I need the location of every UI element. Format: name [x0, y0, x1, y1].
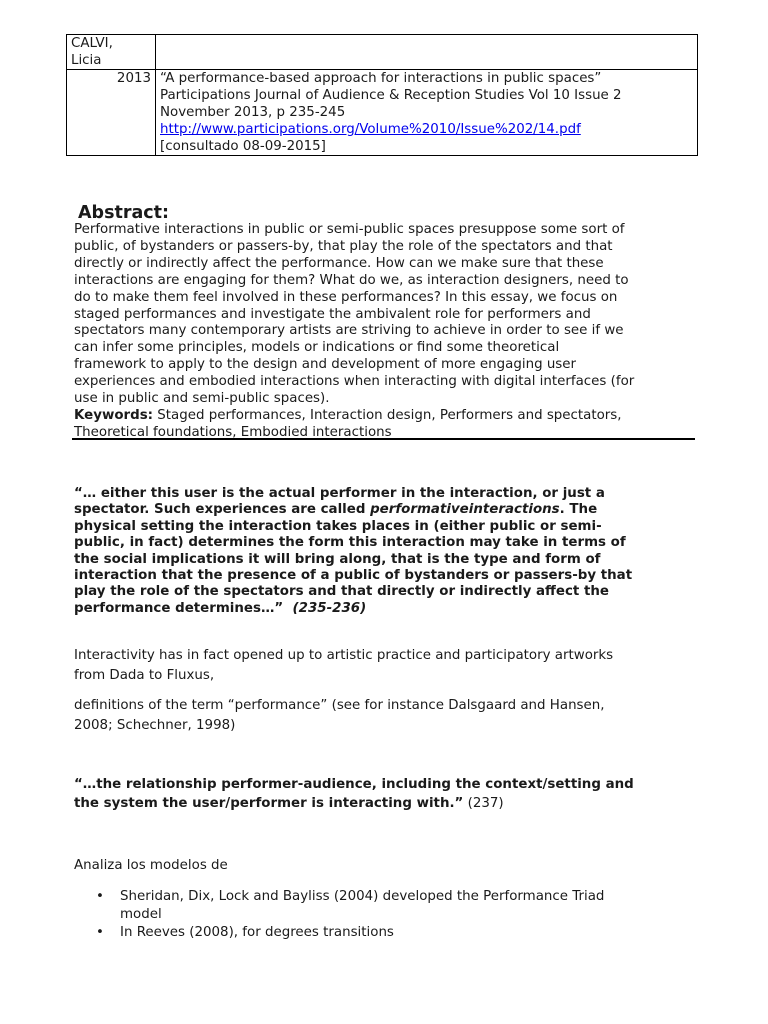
abstract-heading: Abstract:	[78, 203, 170, 223]
block-quote	[74, 486, 714, 617]
section-divider	[72, 438, 695, 440]
list-item	[96, 924, 604, 942]
list-item-text: model	[120, 907, 162, 922]
abstract-line: public, of bystanders or passers-by, that play the role of the spectators and that	[74, 238, 613, 254]
abstract-line: spectators many contemporary artists are striving to achieve in order to see if we	[74, 323, 624, 339]
paragraph-definitions	[74, 696, 714, 736]
abstract-line: Performative interactions in public or semi-public spaces presuppose some sort of	[74, 222, 625, 237]
quote-pages: (235-236)	[292, 600, 367, 616]
author-firstname: Licia	[71, 53, 102, 68]
abstract-line: experiences and embodied interactions when interacting with digital interfaces (for	[74, 374, 635, 390]
keywords-label: Keywords:	[74, 407, 154, 423]
quote-line	[74, 795, 724, 814]
publication-year: 2013	[116, 71, 151, 86]
citation-title: “A performance-based approach for interactions in public spaces”	[160, 71, 602, 86]
empty-cell	[156, 35, 698, 70]
list-item-text: In Reeves (2008), for degrees transitions	[120, 925, 394, 940]
reference-author-row	[67, 35, 698, 70]
quote-line: “… either this user is the actual performer in the interaction, or just a	[74, 486, 605, 501]
quote-line	[74, 601, 714, 617]
abstract-line: framework to apply to the design and development of more engaging user	[74, 357, 577, 373]
quote-line	[74, 502, 714, 518]
quote-text: “…the relationship performer-audience, including the context/setting and	[74, 777, 634, 792]
abstract-body	[74, 222, 704, 442]
citation-journal: Participations Journal of Audience & Reception Studies Vol 10 Issue 2	[160, 88, 622, 103]
quote-text: spectator. Such experiences are called	[74, 502, 371, 518]
quote-text: . The	[559, 502, 598, 518]
citation-cell	[156, 70, 698, 156]
bullet-icon: •	[96, 889, 104, 904]
quote-pages: (237)	[463, 795, 504, 811]
abstract-line: staged performances and investigate the ambivalent role for performers and	[74, 306, 591, 322]
quote-line: play the role of the spectators and that directly or indirectly affect the	[74, 584, 609, 600]
citation-date-pages: November 2013, p 235-245	[160, 105, 346, 120]
quote-line: the social implications it will bring along, that is the type and form of	[74, 551, 601, 567]
list-item	[96, 888, 604, 924]
bullet-icon: •	[96, 925, 104, 940]
abstract-line: do to make them feel involved in these performances? In this essay, we focus on	[74, 289, 618, 305]
paragraph-line: from Dada to Fluxus,	[74, 668, 215, 683]
quote-line	[74, 776, 724, 795]
paragraph-interactivity	[74, 646, 714, 686]
citation-consulted: [consultado 08-09-2015]	[160, 139, 326, 154]
models-list	[96, 888, 604, 942]
abstract-line: directly or indirectly affect the performance. How can we make sure that these	[74, 255, 604, 271]
list-item-text: Sheridan, Dix, Lock and Bayliss (2004) developed the Performance Triad	[120, 889, 605, 904]
quote-text: performance determines…”	[74, 600, 284, 616]
author-name: CALVI,	[71, 36, 113, 51]
paragraph-line: definitions of the term “performance” (see for instance Dalsgaard and Hansen,	[74, 698, 605, 713]
paragraph-line: Analiza los modelos de	[74, 858, 228, 873]
reference-table	[66, 34, 698, 156]
paragraph-models	[74, 856, 714, 876]
reference-citation-row	[67, 70, 698, 156]
paragraph-line: Interactivity has in fact opened up to artistic practice and participatory artworks	[74, 648, 614, 663]
quote-text: the system the user/performer is interacting with.”	[74, 795, 464, 811]
abstract-line: can infer some principles, models or indications or find some theoretical	[74, 340, 560, 356]
abstract-line: interactions are engaging for them? What do we, as interaction designers, need to	[74, 272, 629, 288]
abstract-line: use in public and semi-public spaces).	[74, 391, 330, 407]
quote-line: physical setting the interaction takes places in (either public or semi-	[74, 518, 602, 534]
quote-line: interaction that the presence of a public of bystanders or passers-by that	[74, 568, 633, 584]
block-quote-relationship	[74, 776, 724, 813]
paragraph-line: 2008; Schechner, 1998)	[74, 718, 236, 733]
quote-line: public, in fact) determines the form this interaction may take in terms of	[74, 535, 626, 551]
year-cell	[67, 70, 156, 156]
keywords-text: Staged performances, Interaction design, Performers and spectators,	[153, 407, 622, 423]
keywords-text-cont: Theoretical foundations, Embodied interactions	[74, 424, 392, 440]
quote-italic-term: performativeinteractions	[370, 502, 560, 518]
keywords-line	[74, 408, 704, 425]
author-cell	[67, 35, 156, 70]
citation-url-link[interactable]: http://www.participations.org/Volume%2010/Issue%202/14.pdf	[160, 122, 581, 137]
